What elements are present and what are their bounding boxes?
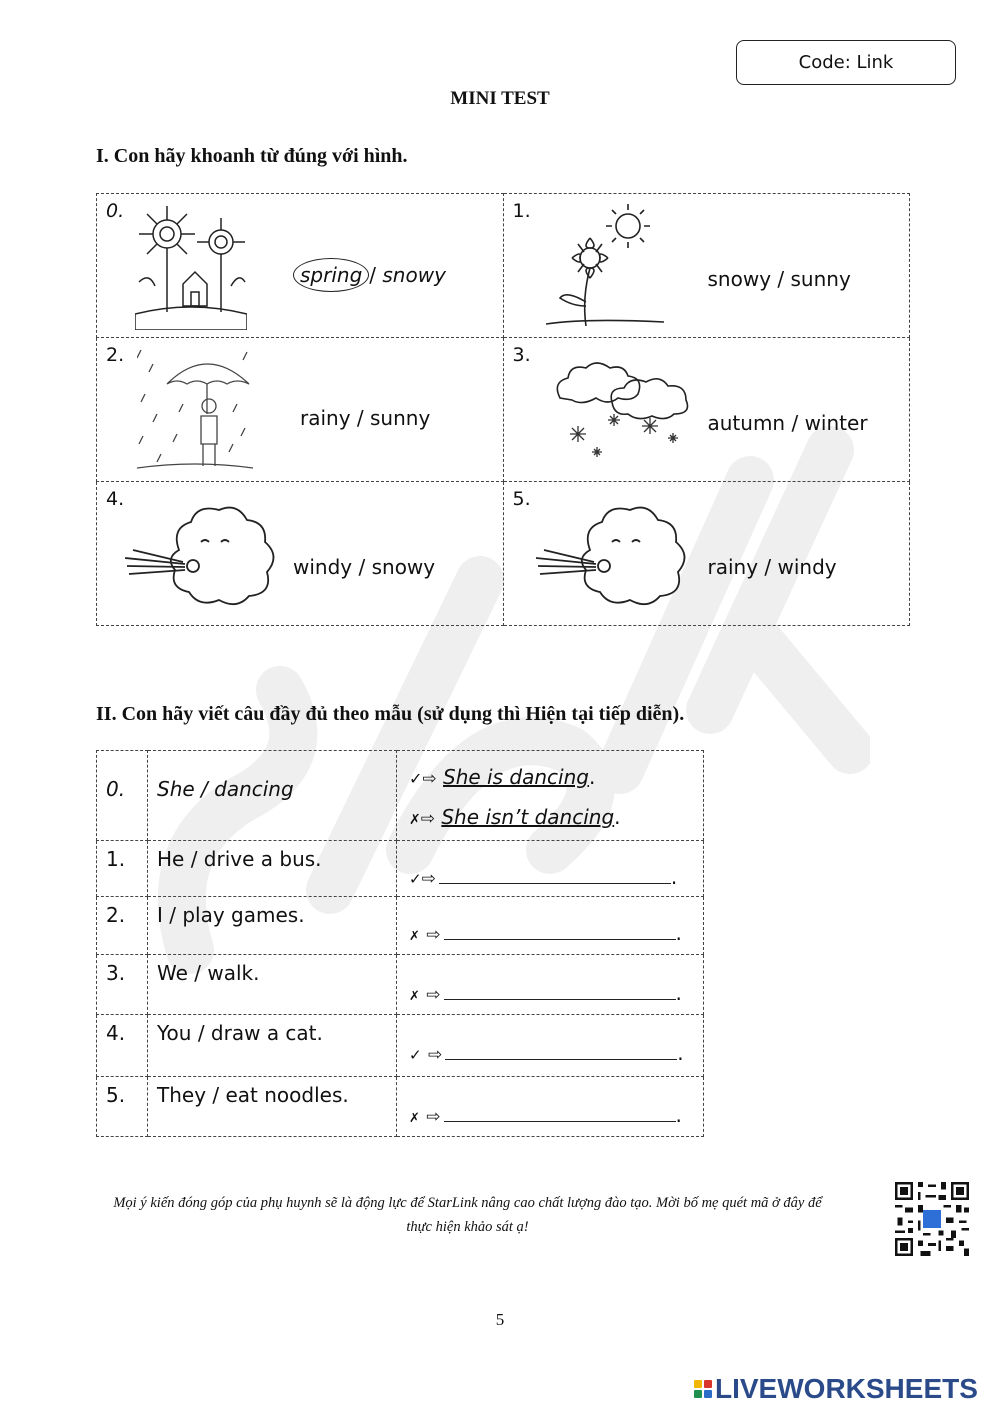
answer-line[interactable]: [409, 1041, 684, 1065]
arrow-icon: ⇨: [422, 769, 437, 789]
brand-text: LIVEWORKSHEETS: [715, 1373, 978, 1404]
table-row: [97, 1077, 704, 1137]
row-prompt: She / dancing: [157, 777, 294, 801]
positive-answer: She is dancing: [443, 765, 589, 789]
picture-choice-table: [96, 193, 910, 626]
cross-icon: ✗: [409, 989, 420, 1004]
cross-icon: ✗: [409, 929, 420, 944]
spring-flowers-picture: [135, 202, 247, 330]
example-negative: ✗⇨ She isn’t dancing.: [409, 805, 621, 829]
option-a[interactable]: windy: [293, 555, 353, 579]
check-icon: ✓: [409, 1046, 422, 1064]
answer-blank[interactable]: [445, 1041, 677, 1060]
options: [708, 411, 868, 435]
sentence-writing-table: [96, 750, 704, 1137]
choice-cell-2: [97, 338, 504, 482]
row-prompt: You / draw a cat.: [157, 1021, 323, 1045]
item-number: 0.: [106, 200, 125, 222]
section1-heading: I. Con hãy khoanh từ đúng với hình.: [96, 145, 408, 167]
table-row: [97, 955, 704, 1015]
page-title: MINI TEST: [450, 88, 550, 109]
negative-answer: She isn’t dancing: [441, 805, 615, 829]
choice-cell-3: [503, 338, 910, 482]
table-row: [97, 751, 704, 841]
period: .: [588, 765, 596, 789]
blowing-cloud-picture: [125, 500, 281, 612]
options: [708, 555, 837, 579]
row-number: 3.: [106, 961, 126, 985]
row-prompt: He / drive a bus.: [157, 847, 322, 871]
check-icon: ✓: [409, 870, 422, 888]
table-row: [97, 897, 704, 955]
circled-answer[interactable]: spring: [293, 258, 369, 292]
period: .: [677, 1041, 684, 1065]
option-a[interactable]: rainy: [300, 406, 351, 430]
row-number: 5.: [106, 1083, 126, 1107]
arrow-icon: ⇨: [426, 925, 441, 945]
item-number: 5.: [512, 488, 531, 510]
section2-heading: II. Con hãy viết câu đầy đủ theo mẫu (sử dụng thì Hiện tại tiếp diễn).: [96, 703, 685, 725]
choice-cell-5: [503, 482, 910, 626]
choice-cell-1: [503, 194, 910, 338]
item-number: 2.: [106, 344, 125, 366]
row-number: 0.: [106, 777, 126, 801]
option-a[interactable]: autumn: [707, 411, 786, 435]
row-number: 1.: [106, 847, 126, 871]
option-b[interactable]: sunny: [370, 406, 431, 430]
row-prompt: I / play games.: [157, 903, 305, 927]
answer-line[interactable]: [409, 865, 677, 889]
example-positive: ✓⇨ She is dancing.: [409, 765, 596, 789]
item-number: 3.: [512, 344, 531, 366]
item-number: 4.: [106, 488, 125, 510]
answer-blank[interactable]: [439, 865, 671, 884]
blowing-cloud-picture: [536, 500, 692, 612]
arrow-icon: ⇨: [426, 1107, 441, 1127]
answer-blank[interactable]: [444, 921, 676, 940]
answer-line[interactable]: [409, 1103, 682, 1127]
separator: /: [777, 267, 785, 291]
item-number: 1.: [512, 200, 531, 222]
clouds-snowflakes-picture: [552, 358, 692, 466]
option-b[interactable]: snowy: [382, 263, 446, 287]
answer-blank[interactable]: [444, 1103, 676, 1122]
cross-icon: ✗: [409, 1111, 420, 1126]
qr-code-icon[interactable]: [895, 1182, 969, 1256]
option-a[interactable]: rainy: [707, 555, 759, 579]
options: [293, 555, 435, 579]
period: .: [675, 981, 682, 1005]
options: [300, 406, 430, 430]
separator: /: [358, 555, 366, 579]
page-number: 5: [495, 1310, 505, 1329]
code-label: Code: Link: [798, 52, 894, 73]
arrow-icon: ⇨: [426, 985, 441, 1005]
options: [708, 267, 851, 291]
choice-cell-4: [97, 482, 504, 626]
separator: /: [369, 263, 377, 287]
option-a[interactable]: snowy: [707, 267, 772, 291]
separator: /: [764, 555, 772, 579]
choice-cell-0: [97, 194, 504, 338]
table-row: [97, 841, 704, 897]
sun-flower-picture: [546, 202, 664, 330]
feedback-note: [50, 1191, 885, 1239]
umbrella-rain-picture: [137, 344, 253, 472]
arrow-icon: ⇨: [421, 869, 436, 889]
option-b[interactable]: winter: [804, 411, 868, 435]
row-number: 2.: [106, 903, 126, 927]
liveworksheets-icon: [694, 1380, 712, 1398]
arrow-icon: ⇨: [420, 809, 435, 829]
separator: /: [791, 411, 799, 435]
answer-line[interactable]: [409, 921, 682, 945]
arrow-icon: ⇨: [427, 1045, 443, 1065]
answer-line[interactable]: [409, 981, 682, 1005]
row-prompt: They / eat noodles.: [157, 1083, 349, 1107]
answer-blank[interactable]: [444, 981, 676, 1000]
options: [293, 263, 446, 287]
row-prompt: We / walk.: [157, 961, 260, 985]
feedback-line-1: Mọi ý kiến đóng góp của phụ huynh sẽ là động lực để StarLink nâng cao chất lượng đào tạo. Mời bố mẹ quét mã ở đây để: [113, 1195, 822, 1211]
option-b[interactable]: sunny: [790, 267, 851, 291]
table-row: [97, 1015, 704, 1077]
period: .: [675, 921, 682, 945]
period: .: [670, 865, 678, 889]
row-number: 4.: [106, 1021, 126, 1045]
option-b[interactable]: windy: [777, 555, 837, 579]
feedback-line-2: thực hiện khảo sát ạ!: [406, 1219, 529, 1235]
separator: /: [356, 406, 364, 430]
period: .: [675, 1103, 682, 1127]
period: .: [614, 805, 621, 829]
code-box: [736, 40, 956, 85]
liveworksheets-logo: [694, 1373, 978, 1405]
option-b[interactable]: snowy: [371, 555, 436, 579]
